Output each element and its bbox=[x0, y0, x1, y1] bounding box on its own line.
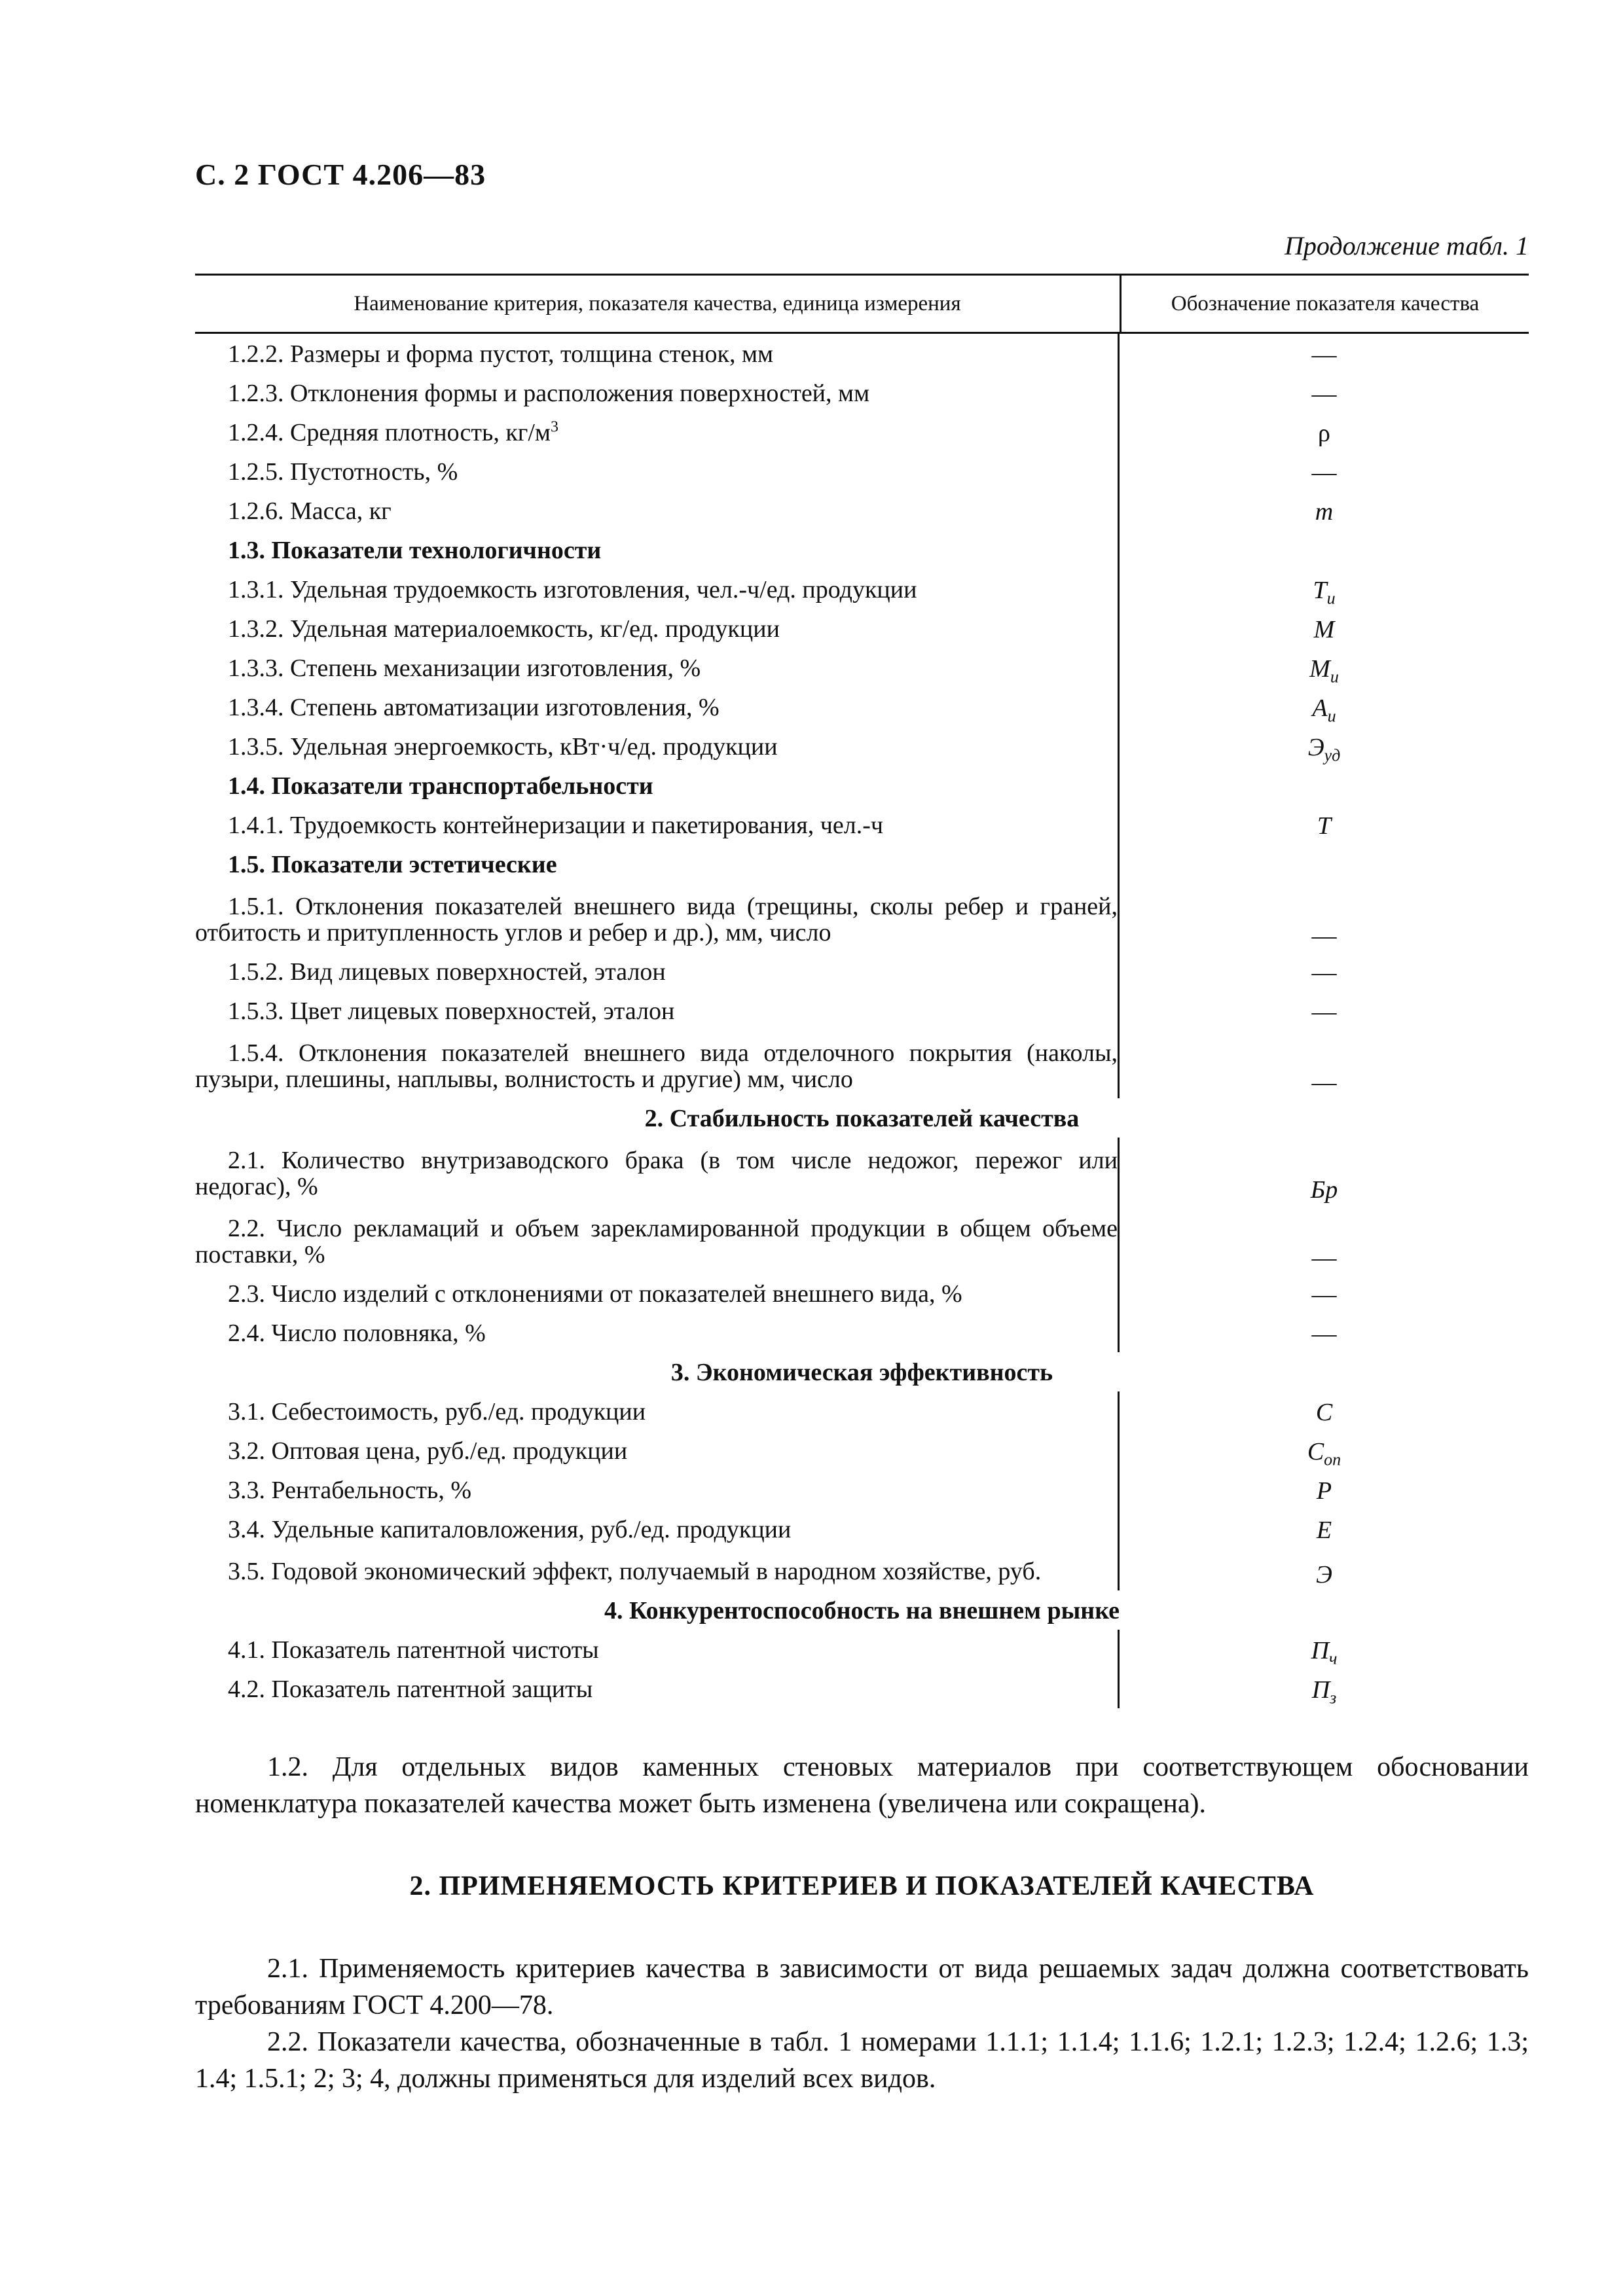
section-2-title: 2. ПРИМЕНЯЕМОСТЬ КРИТЕРИЕВ И ПОКАЗАТЕЛЕЙ КАЧЕСТВА bbox=[409, 1871, 1315, 1901]
symbol-cell: m bbox=[1315, 498, 1334, 526]
symbol-cell: — bbox=[1311, 922, 1337, 950]
symbol-cell: T bbox=[1317, 812, 1332, 840]
symbol-cell: $A_и$ bbox=[1312, 694, 1336, 726]
symbol-cell: $Э_{уд}$ bbox=[1307, 734, 1341, 765]
symbol-cell: — bbox=[1311, 380, 1337, 408]
symbol-cell: C bbox=[1315, 1399, 1333, 1426]
criterion-cell: 3.5. Годовой экономический эффект, получаемый в народном хозяйстве, руб. bbox=[195, 1549, 1120, 1590]
symbol-cell: — bbox=[1311, 1281, 1337, 1308]
table-header bbox=[195, 276, 1529, 334]
criterion-cell: 4.1. Показатель патентной чистоты bbox=[195, 1630, 1120, 1669]
criterion-cell: 3.2. Оптовая цена, руб./ед. продукции bbox=[195, 1431, 1120, 1470]
table-section-row bbox=[195, 530, 1529, 569]
symbol-cell: ρ bbox=[1318, 420, 1330, 447]
criterion-cell: 1.5.1. Отклонения показателей внешнего вида (трещины, сколы ребер и граней, отбитость и притупленность углов и ребер и др.), мм, число bbox=[195, 884, 1120, 952]
symbol-cell: $C_{оп}$ bbox=[1307, 1438, 1341, 1469]
table-row bbox=[195, 373, 1529, 412]
symbol-cell: — bbox=[1311, 1320, 1337, 1348]
table-row bbox=[195, 1313, 1529, 1352]
criterion-cell: 3.1. Себестоимость, руб./ед. продукции bbox=[195, 1391, 1120, 1431]
symbol-cell: — bbox=[1311, 959, 1337, 986]
table-group-heading bbox=[195, 1590, 1529, 1630]
criterion-cell: 1.5.2. Вид лицевых поверхностей, эталон bbox=[195, 952, 1120, 991]
symbol-cell: $П_з$ bbox=[1311, 1676, 1337, 1708]
table-row bbox=[195, 412, 1529, 452]
paragraph-2-1: 2.1. Применяемость критериев качества в зависимости от вида решаемых задач должна соответствовать требованиям ГОСТ 4.200—78. bbox=[195, 1954, 1529, 2020]
table-row bbox=[195, 726, 1529, 766]
table-row bbox=[195, 1206, 1529, 1274]
criterion-cell: 1.5.4. Отклонения показателей внешнего вида отделочного покрытия (наколы, пузыри, плешины, наплывы, волнистость и другие) мм, число bbox=[195, 1030, 1120, 1098]
symbol-cell: $T_и$ bbox=[1313, 577, 1336, 608]
table-row bbox=[195, 952, 1529, 991]
symbol-cell: M bbox=[1313, 616, 1335, 643]
criterion-cell: 2.2. Число рекламаций и объем зарекламированной продукции в общем объеме поставки, % bbox=[195, 1206, 1120, 1274]
criterion-cell: 3.3. Рентабельность, % bbox=[195, 1470, 1120, 1509]
criterion-cell: 1.3.2. Удельная материалоемкость, кг/ед. продукции bbox=[195, 609, 1120, 648]
criterion-cell: 1.3.1. Удельная трудоемкость изготовления, чел.-ч/ед. продукции bbox=[195, 569, 1120, 609]
criterion-cell: 2.4. Число половняка, % bbox=[195, 1313, 1120, 1352]
table-row bbox=[195, 1630, 1529, 1669]
criterion-cell: 2.3. Число изделий с отклонениями от показателей внешнего вида, % bbox=[195, 1274, 1120, 1313]
table-row bbox=[195, 491, 1529, 530]
symbol-cell: $П_ч$ bbox=[1311, 1637, 1338, 1668]
col-header-symbol: Обозначение показателя качества bbox=[1171, 291, 1480, 315]
criterion-cell: 1.3.5. Удельная энергоемкость, кВт·ч/ед. продукции bbox=[195, 726, 1120, 766]
table-group-heading bbox=[195, 1352, 1529, 1391]
paragraph-2-2: 2.2. Показатели качества, обозначенные в табл. 1 номерами 1.1.1; 1.1.4; 1.1.6; 1.2.1; 1.2.3; 1.2.4; 1.2.6; 1.3; 1.4; 1.5.1; 2; 3; 4, должны применяться для изделий всех видов. bbox=[195, 2027, 1529, 2094]
table-row bbox=[195, 805, 1529, 844]
symbol-cell: E bbox=[1316, 1516, 1332, 1544]
symbol-cell: Бр bbox=[1310, 1176, 1338, 1204]
table-row bbox=[195, 1030, 1529, 1098]
paragraph-1-2: 1.2. Для отдельных видов каменных стеновых материалов при соответствующем обосновании номенклатура показателей качества может быть изменена (увеличена или сокращена). bbox=[195, 1752, 1529, 1819]
table-row bbox=[195, 884, 1529, 952]
criterion-cell: 4.2. Показатель патентной защиты bbox=[195, 1669, 1120, 1708]
superscript: 3 bbox=[550, 418, 558, 436]
criterion-cell: 1.2.3. Отклонения формы и расположения поверхностей, мм bbox=[195, 373, 1120, 412]
symbol-cell: — bbox=[1311, 998, 1337, 1026]
symbol-cell: — bbox=[1311, 1069, 1337, 1096]
table-row bbox=[195, 687, 1529, 726]
table-group-heading bbox=[195, 1098, 1529, 1138]
criterion-cell: 1.4.1. Трудоемкость контейнеризации и пакетирования, чел.-ч bbox=[195, 805, 1120, 844]
group-heading-text: 2. Стабильность показателей качества bbox=[644, 1105, 1080, 1132]
table-row bbox=[195, 1431, 1529, 1470]
table-row bbox=[195, 1274, 1529, 1313]
criterion-cell: 1.2.4. Средняя плотность, кг/м bbox=[228, 419, 551, 446]
symbol-cell: Э bbox=[1316, 1561, 1332, 1588]
criterion-cell: 1.3. Показатели технологичности bbox=[195, 530, 1120, 569]
criterion-cell: 1.2.2. Размеры и форма пустот, толщина стенок, мм bbox=[195, 334, 1120, 373]
table-row bbox=[195, 1138, 1529, 1206]
quality-indicators-table bbox=[195, 274, 1529, 1708]
page-header: С. 2 ГОСТ 4.206—83 bbox=[195, 158, 486, 191]
table-row bbox=[195, 1669, 1529, 1708]
table-row bbox=[195, 1391, 1529, 1431]
criterion-cell: 1.5. Показатели эстетические bbox=[195, 844, 1120, 884]
criterion-cell: 1.3.4. Степень автоматизации изготовления, % bbox=[195, 687, 1120, 726]
col-header-criterion: Наименование критерия, показателя качества, единица измерения bbox=[195, 276, 1122, 332]
table-row bbox=[195, 1549, 1529, 1590]
table-section-row bbox=[195, 766, 1529, 805]
symbol-cell: — bbox=[1311, 341, 1337, 368]
criterion-cell: 1.2.6. Масса, кг bbox=[195, 491, 1120, 530]
table-row bbox=[195, 609, 1529, 648]
table-row bbox=[195, 334, 1529, 373]
symbol-cell: — bbox=[1311, 459, 1337, 486]
table-row bbox=[195, 648, 1529, 687]
table-continuation-label: Продолжение табл. 1 bbox=[1284, 231, 1529, 260]
criterion-cell: 1.2.5. Пустотность, % bbox=[195, 452, 1120, 491]
table-row bbox=[195, 452, 1529, 491]
group-heading-text: 4. Конкурентоспособность на внешнем рынке bbox=[604, 1597, 1120, 1624]
symbol-cell: — bbox=[1311, 1244, 1337, 1272]
table-row bbox=[195, 1470, 1529, 1509]
symbol-cell: $M_и$ bbox=[1309, 655, 1339, 687]
symbol-cell: P bbox=[1316, 1477, 1332, 1505]
criterion-cell: 2.1. Количество внутризаводского брака (в том числе недожог, пережог или недогас), % bbox=[195, 1138, 1120, 1206]
table-section-row bbox=[195, 844, 1529, 884]
table-row bbox=[195, 991, 1529, 1030]
criterion-cell: 3.4. Удельные капиталовложения, руб./ед. продукции bbox=[195, 1509, 1120, 1549]
criterion-cell: 1.4. Показатели транспортабельности bbox=[195, 766, 1120, 805]
criterion-cell: 1.3.3. Степень механизации изготовления, % bbox=[195, 648, 1120, 687]
group-heading-text: 3. Экономическая эффективность bbox=[670, 1359, 1053, 1386]
criterion-cell: 1.5.3. Цвет лицевых поверхностей, эталон bbox=[195, 991, 1120, 1030]
table-row bbox=[195, 569, 1529, 609]
table-row bbox=[195, 1509, 1529, 1549]
